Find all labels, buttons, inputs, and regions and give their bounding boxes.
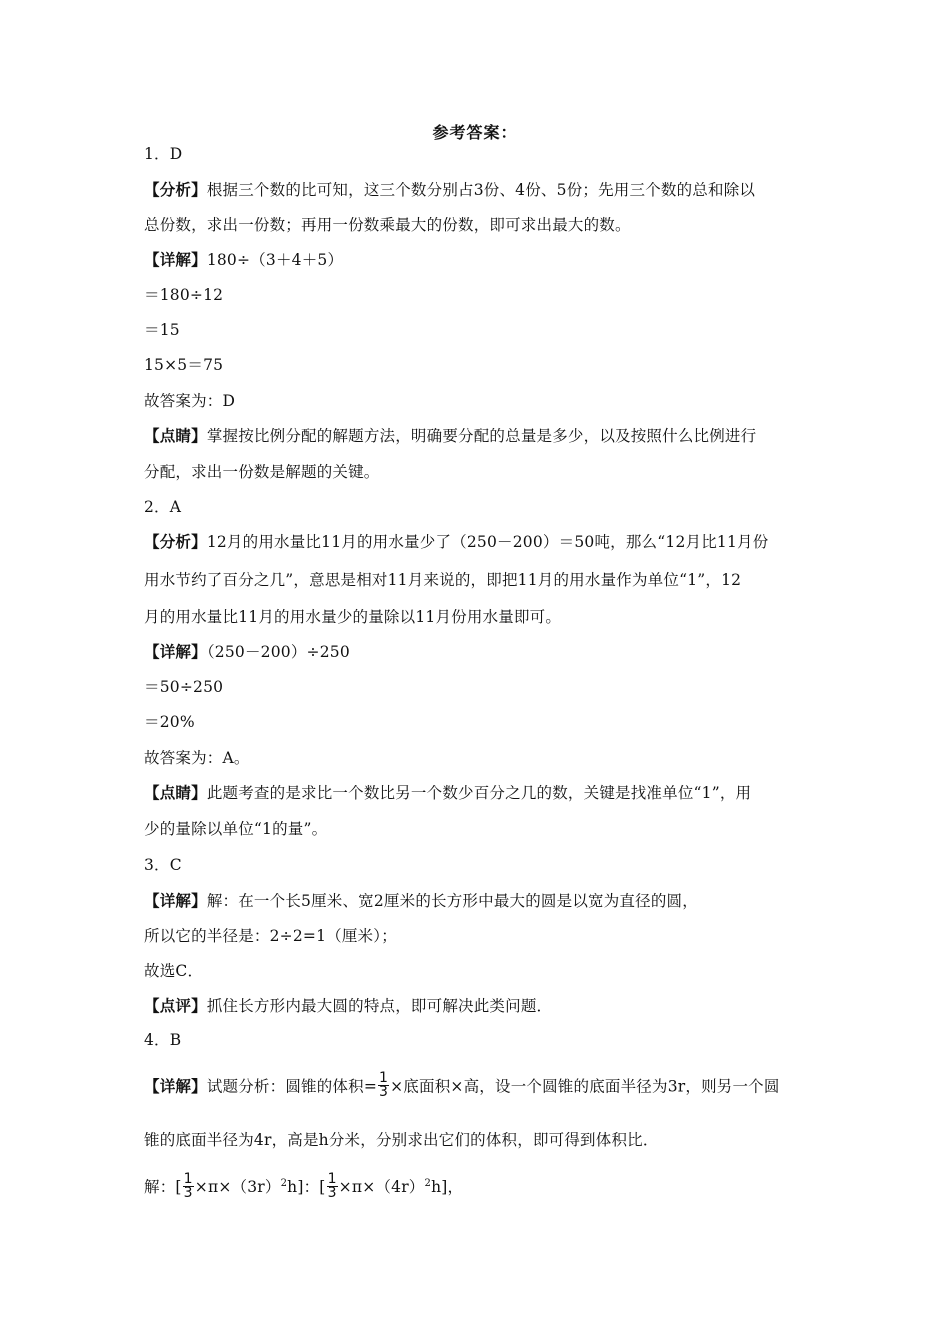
detail-tag: 【详解】 (144, 642, 207, 661)
q3-detail-line2: 所以它的半径是：2÷2=1（厘米）； (144, 927, 397, 945)
q4-detail-line2: 锥的底面半径为4r，高是h分米，分别求出它们的体积，即可得到体积比． (144, 1131, 659, 1149)
q1-comment-line2: 分配，求出一份数是解题的关键。 (144, 463, 380, 481)
q1-step3: 15×5＝75 (144, 356, 224, 374)
q2-comment-line1: 【点睛】此题考查的是求比一个数比另一个数少百分之几的数，关键是找准单位“1”，用 (144, 783, 752, 802)
q2-step1: ＝50÷250 (144, 678, 224, 696)
q2-answer: 故答案为：A。 (144, 749, 250, 767)
q4-solution-line: 解：[ $\frac{1}{3}$ $\times\pi\times(3r)^2h$]：[ $\frac{1}{3}$ $\times\pi\times(4r)^2h$]， (144, 1170, 464, 1201)
detail-tag: 【详解】 (144, 250, 207, 269)
q2-analysis-line1: 【分析】12月的用水量比11月的用水量少了（250－200）＝50吨，那么“12月比11月份 (144, 532, 769, 551)
q1-heading: 1．D (144, 145, 183, 163)
comment-tag: 【点睛】 (144, 783, 207, 802)
q1-answer: 故答案为：D (144, 392, 236, 410)
q3-comment-line1: 【点评】抓住长方形内最大圆的特点，即可解决此类问题． (144, 996, 553, 1015)
q1-analysis-line2: 总份数，求出一份数；再用一份数乘最大的份数，即可求出最大的数。 (144, 216, 631, 234)
q1-step2: ＝15 (144, 321, 180, 339)
analysis-tag: 【分析】 (144, 180, 207, 199)
detail-tag: 【详解】 (144, 1076, 207, 1096)
comment-tag: 【点评】 (144, 996, 207, 1015)
q3-detail-line1: 【详解】解：在一个长5厘米、宽2厘米的长方形中最大的圆是以宽为直径的圆， (144, 891, 698, 910)
q1-analysis-line1: 【分析】根据三个数的比可知，这三个数分别占3份、4份、5份；先用三个数的总和除以 (144, 180, 756, 199)
q2-heading: 2．A (144, 498, 182, 516)
q2-analysis-line2: 用水节约了百分之几”，意思是相对11月来说的，即把11月的用水量作为单位“1”，12 (144, 571, 742, 589)
fraction-one-third: $\frac{1}{3}$ (327, 1170, 337, 1201)
q2-analysis-line3: 月的用水量比11月的用水量少的量除以11月份用水量即可。 (144, 608, 562, 626)
q2-comment-line2: 少的量除以单位“1的量”。 (144, 820, 328, 838)
q1-detail-line1: 【详解】180÷（3＋4＋5） (144, 250, 344, 269)
fraction-one-third: $\frac{1}{3}$ (379, 1070, 389, 1100)
q3-heading: 3．C (144, 856, 182, 874)
q3-answer: 故选C． (144, 962, 204, 980)
page-title: 参考答案： (432, 123, 518, 142)
detail-tag: 【详解】 (144, 891, 207, 910)
analysis-tag: 【分析】 (144, 532, 207, 551)
q4-heading: 4．B (144, 1031, 182, 1049)
q1-comment-line1: 【点睛】掌握按比例分配的解题方法，明确要分配的总量是多少，以及按照什么比例进行 (144, 426, 757, 445)
q2-detail-line1: 【详解】（250－200）÷250 (144, 642, 350, 661)
q2-step2: ＝20% (144, 713, 195, 731)
q1-step1: ＝180÷12 (144, 286, 224, 304)
q4-detail-line1: 【详解】试题分析：圆锥的体积= $\frac{1}{3}$ ×底面积×高，设一个圆锥的底面半径为3r，则另一个圆 (144, 1070, 780, 1100)
fraction-one-third: $\frac{1}{3}$ (183, 1170, 193, 1201)
comment-tag: 【点睛】 (144, 426, 207, 445)
